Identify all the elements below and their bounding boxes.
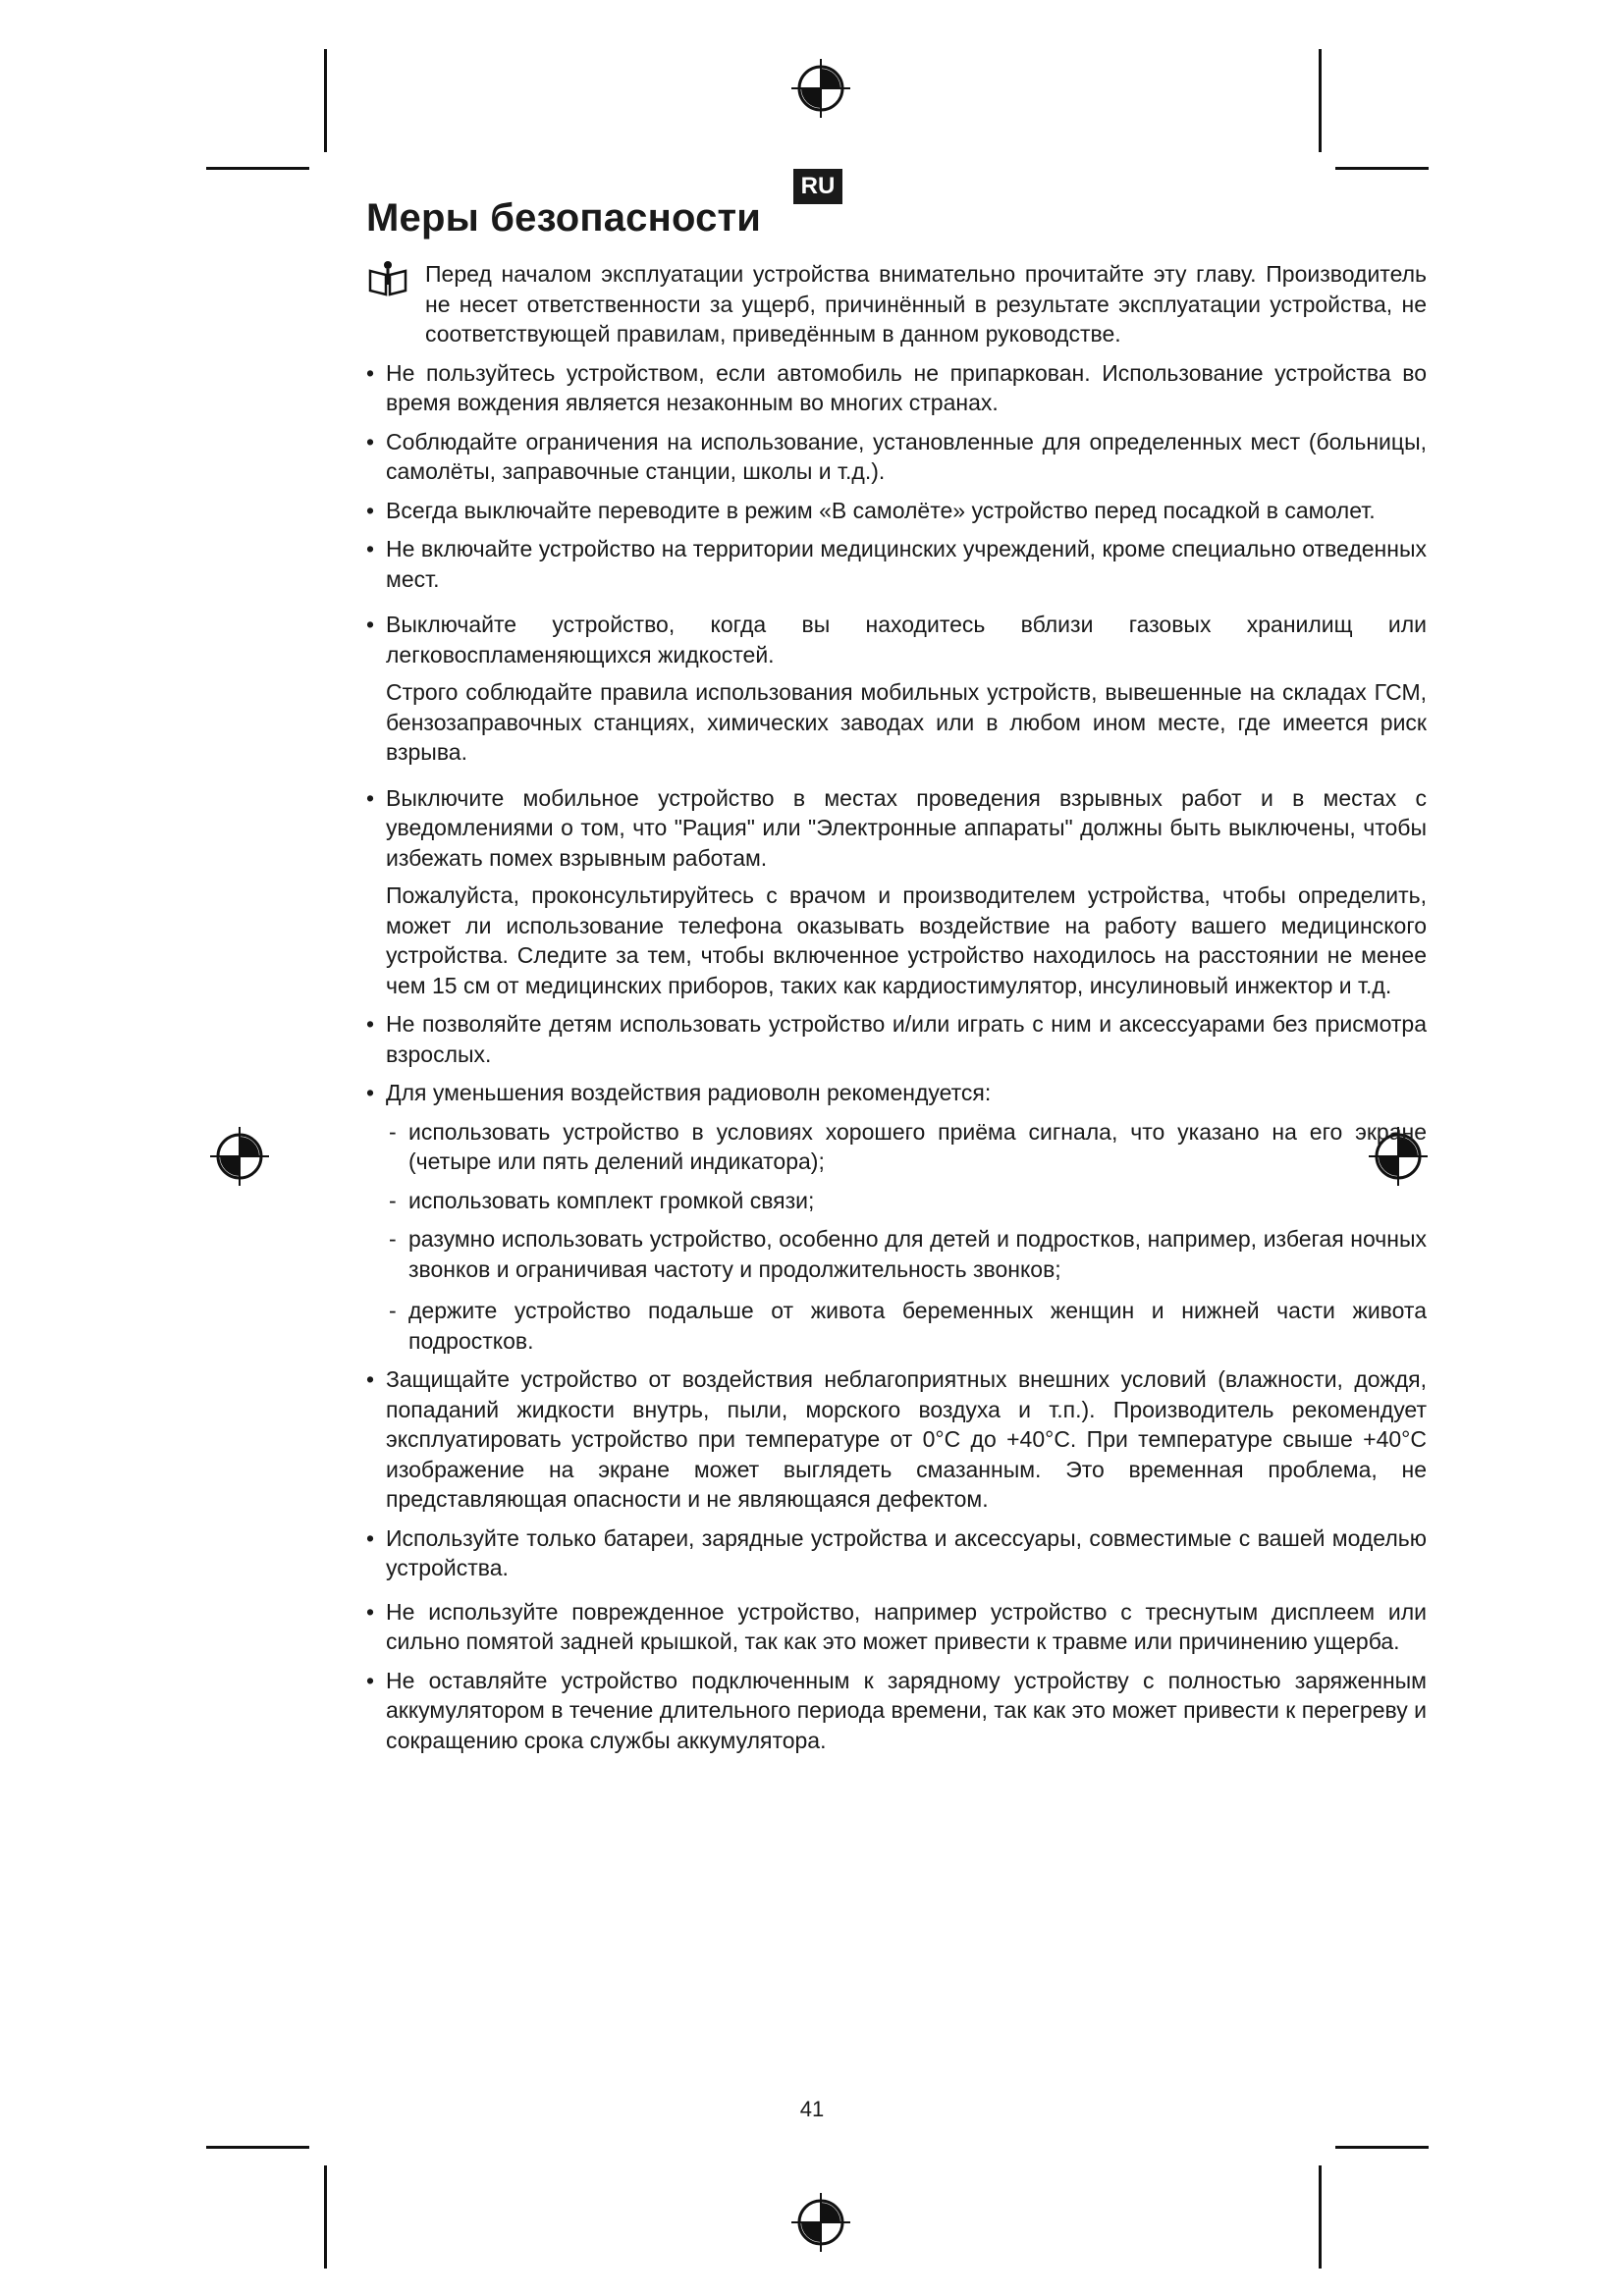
crop-mark: [206, 2146, 309, 2149]
list-item-continuation: Пожалуйста, проконсультируйтесь с врачом и производителем устройства, чтобы определить, может ли использование телефона оказывать воздействие на работу вашего медицинского устройства. Следите за тем, чтобы включенное устройство находилось на расстоянии не менее чем 15 см от медицинских приборов, таких как кардиостимулятор, инсулиновый инжектор и т.д.: [386, 882, 1427, 998]
sub-item: - использовать устройство в условиях хорошего приёма сигнала, что указано на его экране (четыре или пять делений индикатора);: [366, 1117, 1427, 1177]
list-item: • Не используйте поврежденное устройство, например устройство с треснутым дисплеем или сильно помятой задней крышкой, так как это может привести к травме или причинению ущерба.: [366, 1597, 1427, 1657]
sub-item: - использовать комплект громкой связи;: [366, 1186, 1427, 1216]
list-item: • Не пользуйтесь устройством, если автомобиль не припаркован. Использование устройства во время вождения является незаконным во многих странах.: [366, 358, 1427, 418]
registration-target-icon: [789, 2191, 852, 2254]
sub-item: - разумно использовать устройство, особенно для детей и подростков, например, избегая ночных звонков и ограничивая частоту и продолжительность звонков;: [366, 1224, 1427, 1284]
crop-mark: [1319, 49, 1322, 152]
book-icon: [366, 259, 409, 298]
list-item: • Всегда выключайте переводите в режим «В самолёте» устройство перед посадкой в самолет.: [366, 496, 1427, 526]
crop-mark: [1335, 2146, 1429, 2149]
crop-mark: [324, 49, 327, 152]
list-item: • Соблюдайте ограничения на использование, установленные для определенных мест (больницы, самолёты, заправочные станции, школы и т.д.).: [366, 427, 1427, 487]
list-item: • Не оставляйте устройство подключенным к зарядному устройству с полностью заряженным аккумулятором в течение длительного периода времени, так как это может привести к перегреву и сокращению срока службы аккумулятора.: [366, 1666, 1427, 1756]
crop-mark: [324, 2165, 327, 2269]
list-item: • Выключайте устройство, когда вы находитесь вблизи газовых хранилищ или легковоспламеняющихся жидкостей.: [366, 610, 1427, 669]
page-number: 41: [799, 2097, 825, 2121]
page-title: Меры безопасности: [366, 196, 762, 240]
safety-content: [366, 259, 1427, 1755]
crop-mark: [206, 167, 309, 170]
crop-mark: [1335, 167, 1429, 170]
list-item: • Для уменьшения воздействия радиоволн рекомендуется:: [366, 1078, 1427, 1108]
intro-block: [366, 259, 1427, 349]
crop-mark: [1319, 2165, 1322, 2269]
sub-item: - держите устройство подальше от живота беременных женщин и нижней части живота подростков.: [366, 1296, 1427, 1356]
registration-target-icon: [208, 1125, 271, 1188]
list-item: • Защищайте устройство от воздействия неблагоприятных внешних условий (влажности, дождя, попаданий жидкости внутрь, пыли, морского воздуха и т.п.). Производитель рекомендует эксплуатировать устройство при температуре от 0°C до +40°C. При температуре свыше +40°C изображение на экране может выглядеть смазанным. Это временная проблема, не представляющая опасности и не являющаяся дефектом.: [366, 1364, 1427, 1515]
list-item: • Выключите мобильное устройство в местах проведения взрывных работ и в местах с уведомлениями о том, что "Рация" или "Электронные аппараты" должны быть выключены, чтобы избежать помех взрывным работам.: [366, 783, 1427, 874]
list-item: • Используйте только батареи, зарядные устройства и аксессуары, совместимые с вашей моделью устройства.: [366, 1523, 1427, 1583]
language-badge: RU: [793, 169, 842, 204]
registration-target-icon: [789, 57, 852, 120]
list-item-continuation: Строго соблюдайте правила использования мобильных устройств, вывешенные на складах ГСМ, бензозаправочных станциях, химических заводах или в любом ином месте, где имеется риск взрыва.: [386, 679, 1427, 765]
intro-text: Перед началом эксплуатации устройства внимательно прочитайте эту главу. Производитель не несет ответственности за ущерб, причинённый в результате эксплуатации устройства, не соответствующей правилам, приведённым в данном руководстве.: [425, 261, 1427, 347]
list-item: • Не позволяйте детям использовать устройство и/или играть с ним и аксессуарами без присмотра взрослых.: [366, 1009, 1427, 1069]
list-item: • Не включайте устройство на территории медицинских учреждений, кроме специально отведенных мест.: [366, 534, 1427, 594]
